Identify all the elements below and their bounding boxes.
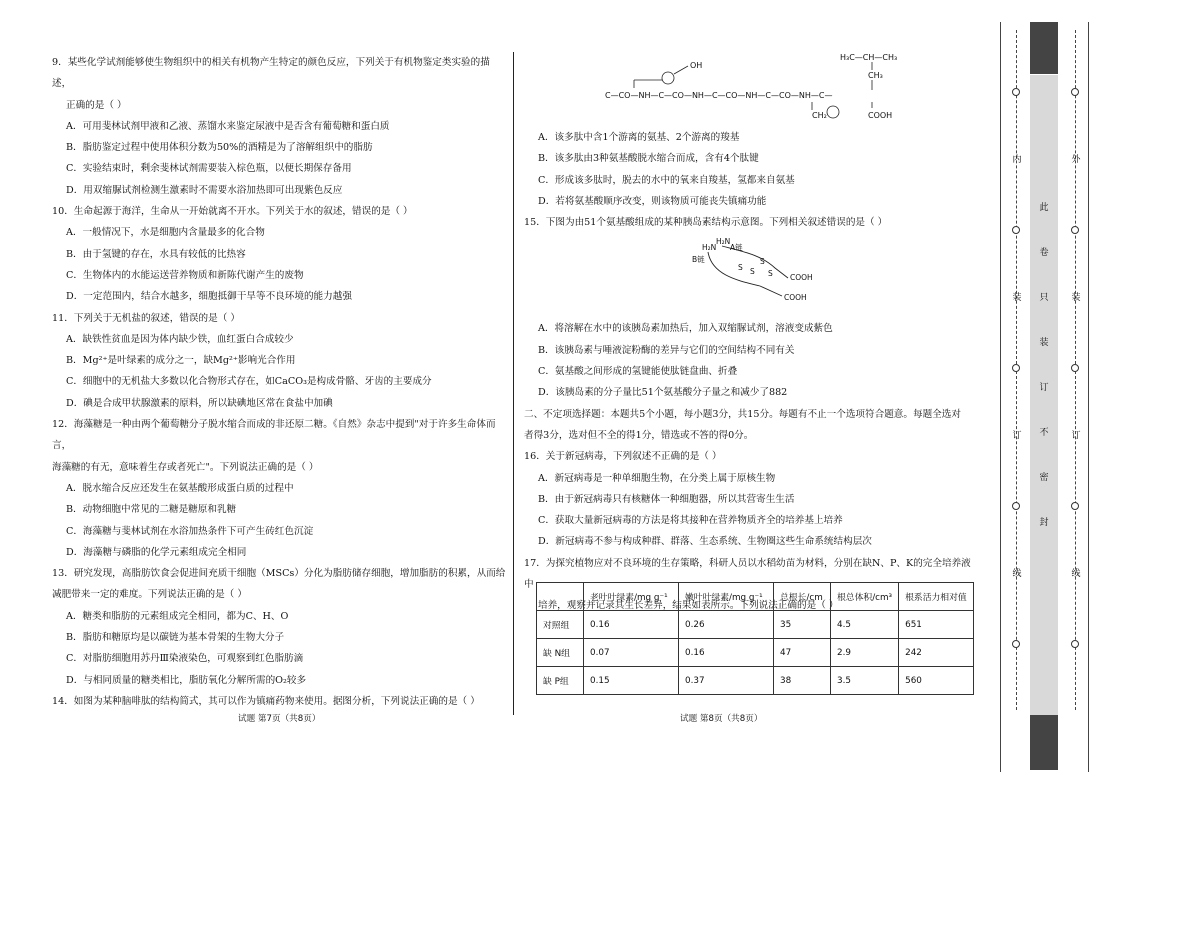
inner-char: 订 — [1012, 431, 1022, 441]
q11-option-d: D．碘是合成甲状腺激素的原料，所以缺碘地区常在食盐中加碘 — [66, 397, 333, 409]
table-cell: 38 — [774, 667, 831, 695]
binding-hole — [1071, 502, 1079, 510]
insulin-s-3: S — [760, 257, 765, 266]
q13-option-d: D．与相同质量的糖类相比，脂肪氧化分解所需的O₂较多 — [66, 674, 307, 686]
table-cell: 缺 N组 — [537, 639, 584, 667]
q13-option-a: A．糖类和脂肪的元素组成完全相同，都为C、H、O — [66, 610, 289, 622]
diagram1-ch3: CH₃ — [868, 71, 883, 80]
q15-option-b: B．该胰岛素与唾液淀粉酶的差异与它们的空间结构不同有关 — [538, 344, 795, 356]
table-cell: 对照组 — [537, 611, 584, 639]
q15-option-a: A．将溶解在水中的该胰岛素加热后，加入双缩脲试剂，溶液变成紫色 — [538, 323, 833, 335]
inner-char: 装 — [1012, 293, 1022, 303]
outer-char: 线 — [1071, 569, 1081, 579]
q13-option-b: B．脂肪和糖原均是以碳链为基本骨架的生物大分子 — [66, 632, 285, 644]
binding-hole — [1012, 88, 1020, 96]
table-cell: 560 — [899, 667, 974, 695]
diagram1-isobutyl: H₃C—CH—CH₃ — [840, 53, 898, 62]
q14-option-a: A．该多肽中含1个游离的氨基、2个游离的羧基 — [538, 132, 740, 143]
diagram1-oh: OH — [690, 61, 703, 70]
q16-stem: 16．关于新冠病毒，下列叙述不正确的是（ ） — [524, 451, 722, 463]
outer-char: 订 — [1071, 431, 1081, 441]
binding-strip-border-right — [1088, 22, 1089, 772]
band-char: 只 — [1039, 293, 1049, 303]
q17-stem-line2: 培养，观察并记录其生长差异，结果如表所示。下列说法正确的是（ ） — [538, 600, 839, 612]
insulin-s-4: S — [768, 269, 773, 278]
table-cell: 0.26 — [679, 611, 774, 639]
q12-stem-line1: 12．海藻糖是一种由两个葡萄糖分子脱水缩合而成的非还原二糖。《自然》杂志中提到"对于许多生命体而言， — [52, 419, 496, 452]
binding-strip-border-left — [1000, 22, 1001, 772]
table-header-cell: 嫩叶叶绿素/mg g⁻¹ — [679, 583, 774, 611]
diagram1-phenol-ring — [662, 72, 674, 84]
q16-option-d: D．新冠病毒不参与构成种群、群落、生态系统、生物圈这些生命系统结构层次 — [538, 536, 872, 548]
band-char: 封 — [1039, 518, 1049, 528]
q11-option-b: B．Mg²⁺是叶绿素的成分之一，缺Mg²⁺影响光合作用 — [66, 355, 296, 367]
q12-option-a: A．脱水缩合反应还发生在氨基酸形成蛋白质的过程中 — [66, 482, 294, 494]
q10-stem: 10．生命起源于海洋，生命从一开始就离不开水。下列关于水的叙述，错误的是（ ） — [52, 206, 413, 218]
table-cell: 0.07 — [584, 639, 679, 667]
section2-heading-line1: 二、不定项选择题：本题共5个小题，每小题3分，共15分。每题有不止一个选项符合题意。每题全选对 — [524, 408, 961, 420]
binding-hole — [1071, 226, 1079, 234]
q17-data-table — [536, 582, 974, 695]
insulin-s-1: S — [738, 263, 743, 272]
table-cell: 0.16 — [679, 639, 774, 667]
insulin-cooh-2: COOH — [784, 293, 807, 302]
outer-char: 外 — [1071, 155, 1081, 165]
q15-option-c: C．氨基酸之间形成的氢键能使肽链盘曲、折叠 — [538, 366, 738, 378]
insulin-s-2: S — [750, 267, 755, 276]
q12-option-d: D．海藻糖与磷脂的化学元素组成完全相同 — [66, 546, 247, 558]
band-char: 此 — [1039, 203, 1049, 213]
q9-option-d: D．用双缩脲试剂检测生激素时不需要水浴加热即可出现紫色反应 — [66, 184, 343, 196]
binding-hole — [1071, 640, 1079, 648]
table-row — [537, 639, 974, 667]
table-header-cell — [537, 583, 584, 611]
table-cell: 0.16 — [584, 611, 679, 639]
band-char: 卷 — [1039, 248, 1049, 258]
diagram1-backbone: C—CO—NH—C—CO—NH—C—CO—NH—C—CO—NH—C— — [605, 91, 833, 100]
page-footer-left: 试题 第7页（共8页） — [238, 714, 321, 724]
q12-option-b: B．动物细胞中常见的二糖是糖原和乳糖 — [66, 504, 237, 516]
table-header-cell: 根系活力相对值 — [899, 583, 974, 611]
pentapeptide-structure-diagram — [600, 50, 930, 125]
q10-option-c: C．生物体内的水能运送营养物质和新陈代谢产生的废物 — [66, 269, 304, 281]
section2-heading-line2: 者得3分，选对但不全的得1分，错选或不答的得0分。 — [524, 429, 754, 441]
q11-option-c: C．细胞中的无机盐大多数以化合物形式存在，如CaCO₃是构成骨骼、牙齿的主要成分 — [66, 376, 432, 388]
binding-band-top — [1030, 22, 1058, 74]
q14-option-c: C．形成该多肽时，脱去的水中的氧来自羧基，氢都来自氨基 — [538, 174, 795, 186]
table-cell: 0.37 — [679, 667, 774, 695]
table-row — [537, 611, 974, 639]
q13-stem-line2: 减肥带来一定的难度。下列说法正确的是（ ） — [52, 589, 247, 601]
insulin-cooh-1: COOH — [790, 273, 813, 282]
table-cell: 4.5 — [831, 611, 899, 639]
q12-option-c: C．海藻糖与斐林试剂在水浴加热条件下可产生砖红色沉淀 — [66, 525, 314, 537]
binding-band-bottom — [1030, 715, 1058, 770]
q10-option-b: B．由于氢键的存在，水具有较低的比热容 — [66, 248, 246, 260]
q11-stem: 11．下列关于无机盐的叙述，错误的是（ ） — [52, 312, 240, 324]
band-char: 装 — [1039, 338, 1049, 348]
binding-hole — [1012, 364, 1020, 372]
insulin-chain-a: A链 — [730, 243, 743, 252]
diagram1-ch2: CH₂ — [812, 111, 827, 120]
left-column — [52, 52, 507, 712]
table-cell: 47 — [774, 639, 831, 667]
q10-option-a: A．一般情况下，水是细胞内含量最多的化合物 — [66, 227, 265, 239]
page-footer-right: 试题 第8页（共8页） — [680, 714, 763, 724]
band-char: 不 — [1039, 428, 1049, 438]
insulin-h2n-b: H₂N — [702, 243, 717, 252]
q12-stem-line2: 海藻糖的有无，意味着生存或者死亡"。下列说法正确的是（ ） — [52, 461, 319, 473]
q14-option-d: D．若将氨基酸顺序改变，则该物质可能丧失镇痛功能 — [538, 195, 767, 207]
q14-stem: 14．如图为某种脑啡肽的结构简式，其可以作为镇痛药物来使用。据图分析，下列说法正确的是（ ） — [52, 695, 480, 707]
inner-char: 内 — [1012, 155, 1022, 165]
q16-option-a: A．新冠病毒是一种单细胞生物，在分类上属于原核生物 — [538, 472, 776, 484]
q15-option-d: D．该胰岛素的分子量比51个氨基酸分子量之和减少了882 — [538, 387, 788, 399]
q15-stem: 15．下图为由51个氨基酸组成的某种胰岛素结构示意图。下列相关叙述错误的是（ ） — [524, 217, 888, 229]
diagram1-cooh: COOH — [868, 111, 893, 120]
q16-option-c: C．获取大量新冠病毒的方法是将其接种在营养物质齐全的培养基上培养 — [538, 515, 843, 527]
q9-option-b: B．脂肪鉴定过程中使用体积分数为50%的酒精是为了溶解组织中的脂肪 — [66, 142, 373, 154]
table-cell: 35 — [774, 611, 831, 639]
band-char: 密 — [1039, 473, 1049, 483]
table-header-cell: 根总体积/cm³ — [831, 583, 899, 611]
q16-option-b: B．由于新冠病毒只有核糖体一种细胞器，所以其营寄生生活 — [538, 493, 795, 505]
table-header-cell: 总根长/cm — [774, 583, 831, 611]
table-header-cell: 老叶叶绿素/mg g⁻¹ — [584, 583, 679, 611]
q10-option-d: D．一定范围内，结合水越多，细胞抵御干旱等不良环境的能力越强 — [66, 291, 352, 303]
q9-option-a: A．可用斐林试剂甲液和乙液、蒸馏水来鉴定尿液中是否含有葡萄糖和蛋白质 — [66, 120, 390, 132]
band-char: 订 — [1039, 383, 1049, 393]
q11-option-a: A．缺铁性贫血是因为体内缺少铁，血红蛋白合成较少 — [66, 333, 294, 345]
q13-option-c: C．对脂肪细胞用苏丹Ⅲ染液染色，可观察到红色脂肪滴 — [66, 653, 304, 665]
inner-char: 线 — [1012, 569, 1022, 579]
table-header-row — [537, 583, 974, 611]
column-divider — [513, 52, 514, 715]
table-cell: 3.5 — [831, 667, 899, 695]
q9-stem-line1: 9．某些化学试剂能够使生物组织中的相关有机物产生特定的颜色反应，下列关于有机物鉴定类实验的描述， — [52, 57, 490, 90]
right-column — [524, 127, 980, 617]
outer-char: 装 — [1071, 293, 1081, 303]
q9-option-c: C．实验结束时，剩余斐林试剂需要装入棕色瓶，以便长期保存备用 — [66, 163, 352, 175]
q14-option-b: B．该多肽由3种氨基酸脱水缩合而成，含有4个肽键 — [538, 153, 759, 165]
binding-hole — [1071, 364, 1079, 372]
q9-stem-line2: 正确的是（ ） — [66, 99, 127, 111]
insulin-structure-diagram — [690, 236, 820, 306]
q13-stem-line1: 13．研究发现，高脂肪饮食会促进间充质干细胞（MSCs）分化为脂肪储存细胞，增加脂肪的积累，从而给 — [52, 568, 506, 580]
table-cell: 651 — [899, 611, 974, 639]
binding-hole — [1012, 640, 1020, 648]
insulin-chain-b: B链 — [692, 255, 705, 264]
diagram1-phenyl-ring — [827, 106, 839, 118]
binding-hole — [1012, 502, 1020, 510]
binding-hole — [1012, 226, 1020, 234]
table-cell: 缺 P组 — [537, 667, 584, 695]
table-cell: 0.15 — [584, 667, 679, 695]
insulin-h2n-a: H₂N — [716, 237, 731, 246]
table-row — [537, 667, 974, 695]
binding-hole — [1071, 88, 1079, 96]
table-cell: 242 — [899, 639, 974, 667]
q17-stem-line1: 17．为探究植物应对不良环境的生存策略，科研人员以水稻幼苗为材料，分别在缺N、P、K的完全培养液中 — [524, 557, 971, 591]
table-cell: 2.9 — [831, 639, 899, 667]
binding-band — [1030, 75, 1058, 715]
